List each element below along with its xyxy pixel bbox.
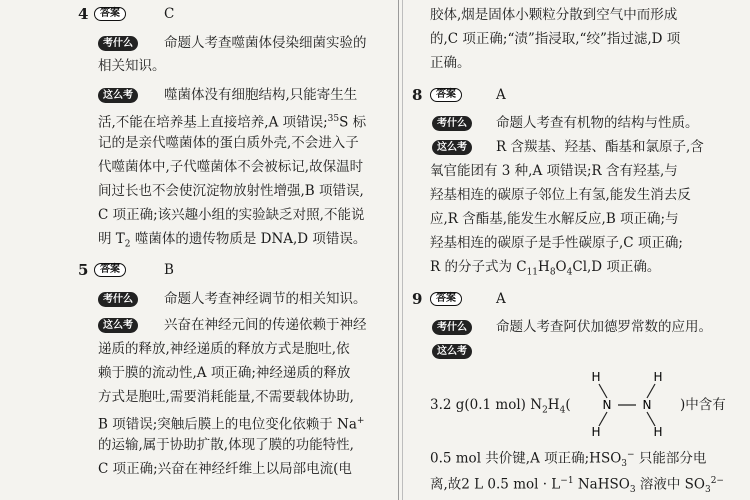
answer-value: A: [496, 291, 506, 307]
text-line: 命题人考查阿伏加德罗常数的应用。: [496, 319, 712, 335]
text-line: 3.2 g(0.1 mol) $N_2H_4$(: [430, 397, 571, 416]
text-line: 记的是亲代噬菌体的蛋白质外壳,不会进入子: [98, 135, 359, 151]
nitrogen-atom: N: [642, 398, 652, 412]
test-badge: 考什么: [432, 320, 472, 335]
answer-badge: 答案: [94, 263, 126, 277]
question-number-9: 9: [412, 290, 423, 308]
text-line: 的运输,属于协助扩散,体现了膜的功能特性,: [98, 437, 354, 453]
text-line: 兴奋在神经元间的传递依赖于神经: [164, 317, 367, 333]
text-line: 的,C 项正确;“渍”指浸取,“绞”指过滤,D 项: [430, 31, 681, 47]
text-line: )中含有: [680, 397, 726, 413]
text-line: 赖于膜的流动性,A 项正确;神经递质的释放: [98, 365, 351, 381]
text-line: C 项正确;该兴趣小组的实验缺乏对照,不能说: [98, 207, 365, 223]
question-number-4: 4: [78, 5, 89, 23]
explain-badge: 这么考: [432, 344, 472, 359]
hydrogen-atom: H: [591, 370, 601, 384]
text-line: 氧官能团有 3 种,A 项错误;R 含有羟基,与: [430, 163, 678, 179]
text-line: 正确。: [430, 55, 471, 71]
text-line: 羟基相连的碳原子是手性碳原子,C 项正确;: [430, 235, 683, 251]
text-line: R 含羰基、羟基、酯基和氯原子,含: [496, 139, 704, 155]
nitrogen-atom: N: [602, 398, 612, 412]
explain-badge: 这么考: [432, 140, 472, 155]
test-badge: 考什么: [98, 36, 138, 51]
text-line: R 的分子式为 $C_{11}H_8O_4Cl,D$ 项正确。: [430, 259, 661, 278]
n-h-bond: [647, 384, 655, 398]
text-line: C 项正确;兴奋在神经纤维上以局部电流(电: [98, 461, 352, 477]
question-number-8: 8: [412, 86, 423, 104]
text-line: 间过长也不会使沉淀物放射性增强,B 项错误,: [98, 183, 364, 199]
question-number-5: 5: [78, 261, 89, 279]
answer-value: A: [496, 87, 506, 103]
text-line: 胶体,烟是固体小颗粒分散到空气中而形成: [430, 7, 678, 23]
test-badge: 考什么: [432, 116, 472, 131]
text-line: 0.5 mol 共价键,A 项正确$;HSO_3^-$ 只能部分电: [430, 450, 707, 470]
explain-badge: 这么考: [98, 88, 138, 103]
n-h-bond: [599, 384, 607, 398]
text-line: 相关知识。: [98, 58, 166, 74]
text-line: 噬菌体没有细胞结构,只能寄生生: [164, 87, 358, 103]
text-line: 活,不能在培养基上直接培养,A 项错误;$^{35}$S 标: [98, 114, 367, 131]
text-line: 离,故2 L 0.5 mol · $L^{-1}$ NaHSO$_3$ 溶液中 $SO_3^{2-}$: [430, 476, 724, 496]
answer-value: C: [164, 6, 175, 22]
answer-badge: 答案: [94, 7, 126, 21]
right-column: [410, 0, 745, 500]
text-line: 代噬菌体中,子代噬菌体不会被标记,故保温时: [98, 159, 364, 175]
hydrogen-atom: H: [653, 425, 663, 438]
hydrogen-atom: H: [653, 370, 663, 384]
text-line: 命题人考查有机物的结构与性质。: [496, 115, 699, 131]
column-divider: [398, 0, 399, 500]
text-line: 递质的释放,神经递质的释放方式是胞吐,依: [98, 341, 350, 357]
text-line: 命题人考查噬菌体侵染细菌实验的: [164, 35, 367, 51]
answer-badge: 答案: [430, 88, 462, 102]
hydrogen-atom: H: [591, 425, 601, 438]
text-line: 羟基相连的碳原子邻位上有氢,能发生消去反: [430, 187, 691, 203]
text-line: 明 $T_2$ 噬菌体的遗传物质是 DNA,D 项错误。: [98, 231, 367, 250]
text-line: B 项错误;突触后膜上的电位变化依赖于 Na+: [98, 416, 365, 433]
text-line: 命题人考查神经调节的相关知识。: [164, 291, 367, 307]
hydrazine-structure: [580, 368, 680, 438]
left-column: [72, 0, 392, 500]
explain-badge: 这么考: [98, 318, 138, 333]
answer-value: B: [164, 262, 174, 278]
n-h-bond: [647, 412, 655, 426]
test-badge: 考什么: [98, 292, 138, 307]
text-line: 应,R 含酯基,能发生水解反应,B 项正确;与: [430, 211, 679, 227]
n-h-bond: [599, 412, 607, 426]
text-line: 方式是胞吐,需要消耗能量,不需要载体协助,: [98, 389, 354, 405]
answer-badge: 答案: [430, 292, 462, 306]
column-divider-inner: [402, 0, 403, 500]
